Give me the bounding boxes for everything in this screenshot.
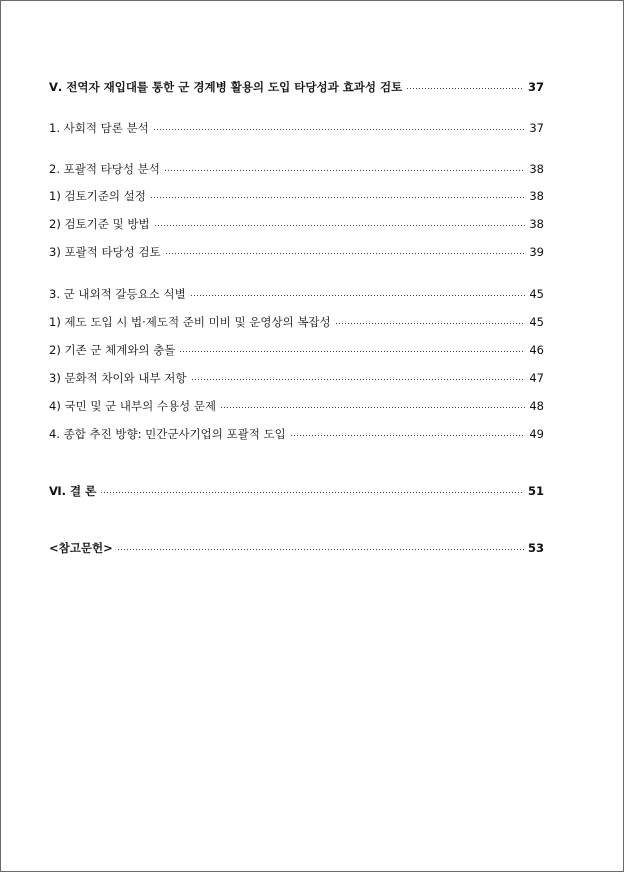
toc-entry-page: 46 xyxy=(529,343,544,357)
toc-entry-title: 4. 종합 추진 방향: 민간군사기업의 포괄적 도입 xyxy=(49,427,286,441)
toc-entry-section-2-2[interactable] xyxy=(49,215,544,233)
toc-entry-page: 38 xyxy=(529,217,544,231)
toc-entry-title: 2) 기존 군 체계와의 충돌 xyxy=(49,343,176,357)
toc-entry-section-4[interactable] xyxy=(49,425,544,443)
toc-entry-title: Ⅴ. 전역자 재입대를 통한 군 경계병 활용의 도입 타당성과 효과성 검토 xyxy=(49,80,403,94)
toc-entry-section-3-3[interactable] xyxy=(49,369,544,387)
toc-entry-title: 2) 검토기준 및 방법 xyxy=(49,217,150,231)
toc-entry-page: 38 xyxy=(529,189,544,203)
toc-dot-leader xyxy=(290,435,526,436)
toc-entry-page: 47 xyxy=(529,371,544,385)
toc-dot-leader xyxy=(406,88,524,89)
toc-entry-page: 49 xyxy=(529,427,544,441)
toc-dot-leader xyxy=(190,295,526,296)
toc-entry-page: 53 xyxy=(527,541,544,555)
toc-entry-title: 3) 문화적 차이와 내부 저항 xyxy=(49,371,187,385)
toc-dot-leader xyxy=(335,323,526,324)
toc-entry-title: 1. 사회적 담론 분석 xyxy=(49,121,149,135)
toc-entry-page: 39 xyxy=(529,245,544,259)
toc-entry-section-3-1[interactable] xyxy=(49,313,544,331)
toc-entry-section-3[interactable] xyxy=(49,285,544,303)
toc-entry-chapter-6[interactable] xyxy=(49,482,544,500)
toc-entry-page: 45 xyxy=(529,315,544,329)
toc-dot-leader xyxy=(100,492,524,493)
toc-entry-page: 45 xyxy=(529,287,544,301)
toc-entry-page: 38 xyxy=(529,162,544,176)
toc-dot-leader xyxy=(220,407,525,408)
toc-dot-leader xyxy=(154,225,526,226)
toc-entry-page: 37 xyxy=(527,80,544,94)
toc-entry-title: 3. 군 내외적 갈등요소 식별 xyxy=(49,287,186,301)
toc-dot-leader xyxy=(179,351,525,352)
toc-entry-section-2-3[interactable] xyxy=(49,243,544,261)
toc-entry-title: <참고문헌> xyxy=(49,541,113,555)
toc-entry-section-2[interactable] xyxy=(49,160,544,178)
toc-entry-title: 4) 국민 및 군 내부의 수용성 문제 xyxy=(49,399,217,413)
toc-dot-leader xyxy=(150,197,525,198)
toc-dot-leader xyxy=(117,549,524,550)
toc-entry-page: 37 xyxy=(529,121,544,135)
toc-entry-title: 1) 제도 도입 시 법·제도적 준비 미비 및 운영상의 복잡성 xyxy=(49,315,331,329)
toc-entry-section-2-1[interactable] xyxy=(49,187,544,205)
toc-entry-section-3-2[interactable] xyxy=(49,341,544,359)
toc-dot-leader xyxy=(191,379,526,380)
toc-entry-section-3-4[interactable] xyxy=(49,397,544,415)
toc-entry-title: Ⅵ. 결 론 xyxy=(49,484,97,498)
toc-entry-title: 2. 포괄적 타당성 분석 xyxy=(49,162,160,176)
toc-dot-leader xyxy=(164,170,526,171)
toc-entry-chapter-5[interactable] xyxy=(49,78,544,96)
toc-dot-leader xyxy=(165,253,526,254)
toc-entry-page: 48 xyxy=(529,399,544,413)
toc-entry-title: 3) 포괄적 타당성 검토 xyxy=(49,245,161,259)
toc-entry-section-1[interactable] xyxy=(49,119,544,137)
toc-entry-page: 51 xyxy=(527,484,544,498)
toc-entry-title: 1) 검토기준의 설정 xyxy=(49,189,146,203)
toc-dot-leader xyxy=(153,129,526,130)
toc-entry-references[interactable] xyxy=(49,539,544,557)
